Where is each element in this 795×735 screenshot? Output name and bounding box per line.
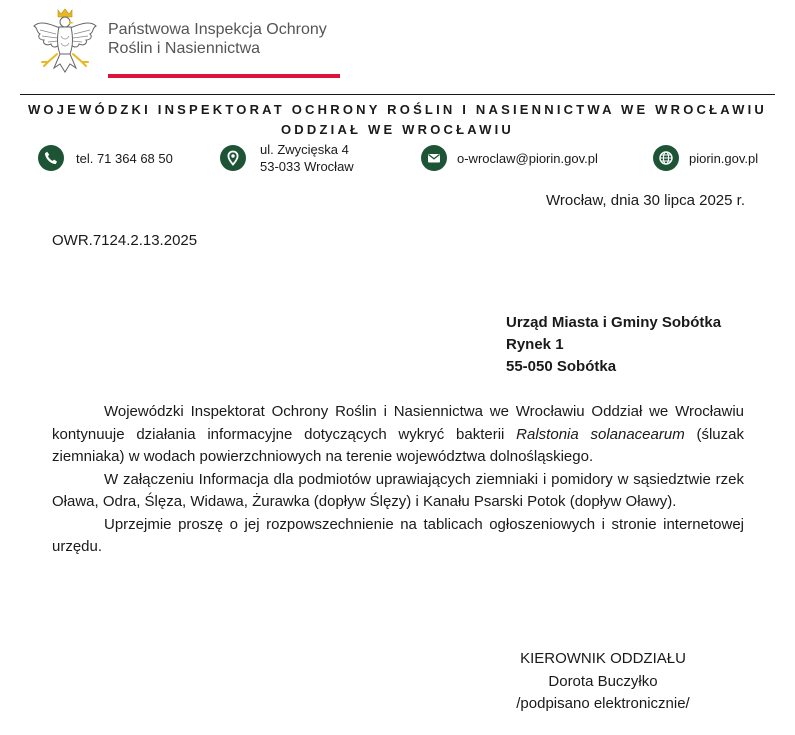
contact-email (421, 144, 598, 172)
signature-note: /podpisano elektronicznie/ (516, 695, 690, 712)
eagle-emblem-icon (30, 6, 100, 80)
phone-number[interactable]: tel. 71 364 68 50 (76, 150, 173, 166)
paragraph-3: Uprzejmie proszę o jej rozpowszechnienie na tablicach ogłoszeniowych i stronie internetowej urzędu. (52, 515, 744, 555)
reference-number: OWR.7124.2.13.2025 (52, 232, 198, 249)
paragraph-1 (52, 401, 744, 469)
envelope-icon (421, 145, 447, 171)
polish-flag-bar (108, 70, 340, 78)
signature-title: KIEROWNIK ODDZIAŁU (520, 650, 686, 667)
bacteria-name: Ralstonia solanacearum (516, 425, 685, 443)
email-address[interactable]: o-wroclaw@piorin.gov.pl (457, 150, 598, 166)
inspectorate-heading (0, 100, 795, 140)
signature-name: Dorota Buczyłko (548, 672, 658, 690)
paragraph-2: W załączeniu Informacja dla podmiotów uprawiających ziemniaki i pomidory w sąsiedztwie rzek Oława, Odra, Ślęza, Widawa, Żurawka (dopływ Ślęzy) i Kanału Psarski Potok (dopływ Oławy). (52, 470, 744, 510)
recipient-line2: Rynek 1 (506, 336, 564, 353)
inspectorate-line1: WOJEWÓDZKI INSPEKTORAT OCHRONY ROŚLIN I NASIENNICTWA WE WROCŁAWIU (27, 102, 768, 117)
address-line1: ul. Zwycięska 4 (260, 142, 349, 157)
organization-name-line1: Państwowa Inspekcja Ochrony (108, 21, 327, 38)
recipient-line1: Urząd Miasta i Gminy Sobótka (506, 314, 722, 331)
phone-icon (38, 145, 64, 171)
paragraph-1-end: (śluzak ziemniaka) w wodach powierzchniowych na terenie województwa dolnośląskiego. (52, 425, 744, 465)
letter-date: Wrocław, dnia 30 lipca 2025 r. (545, 192, 745, 209)
letter-body (52, 401, 744, 559)
signature-block (500, 648, 706, 716)
paragraph-1-start: Wojewódzki Inspektorat Ochrony Roślin i Nasiennictwa we Wrocławiu Oddział we Wrocławiu kontynuuje działania informacyjne dotyczących wykryć bakterii (52, 403, 744, 443)
website-link[interactable]: piorin.gov.pl (689, 150, 759, 166)
header-divider (20, 94, 775, 95)
recipient-address (506, 312, 721, 378)
organization-name-line2: Roślin i Nasiennictwa (108, 40, 261, 57)
contact-address (220, 144, 354, 172)
map-pin-icon (220, 145, 246, 171)
globe-icon (653, 145, 679, 171)
contact-website (653, 144, 758, 172)
address-text (260, 141, 354, 175)
address-line2: 53-033 Wrocław (260, 159, 354, 174)
inspectorate-line2: ODDZIAŁ WE WROCŁAWIU (281, 122, 514, 137)
contact-phone (38, 144, 173, 172)
organization-name (108, 20, 327, 58)
recipient-line3: 55-050 Sobótka (506, 358, 617, 375)
